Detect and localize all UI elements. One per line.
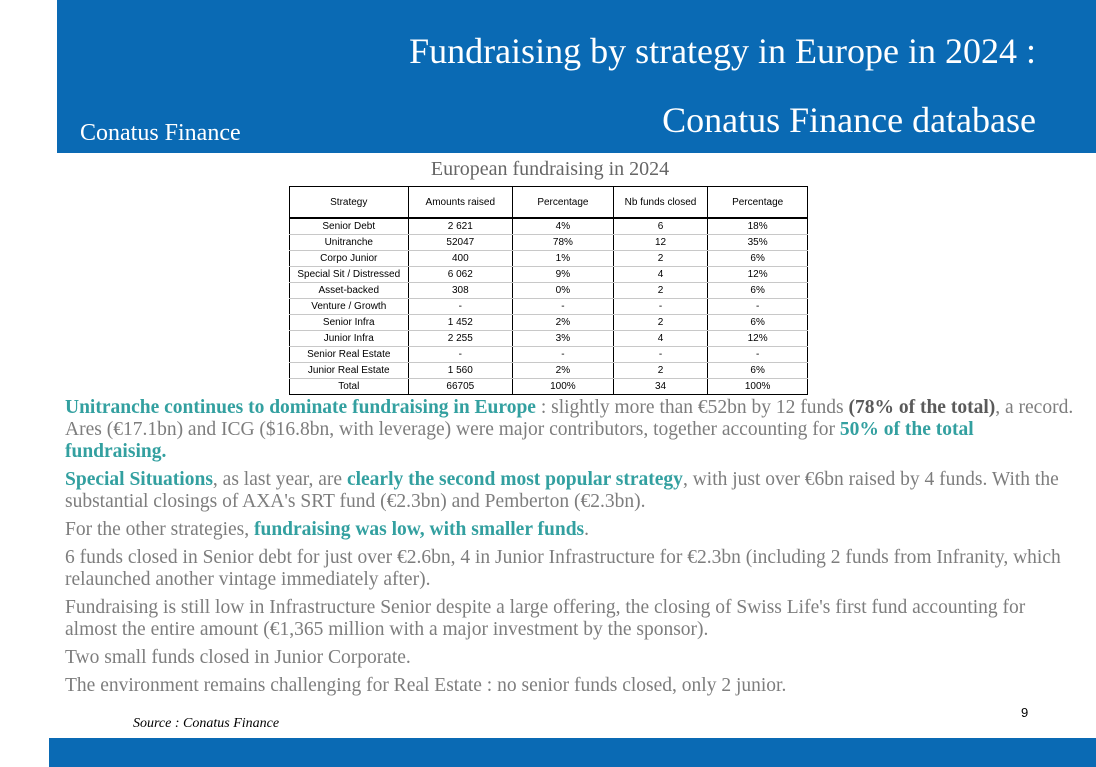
paragraph-real-estate: The environment remains challenging for Real Estate : no senior funds closed, only 2 junior. (65, 675, 787, 696)
table-row (290, 267, 808, 283)
column-header-nb-funds: Nb funds closed (613, 187, 708, 219)
table-cell: 1 560 (408, 363, 513, 379)
table-cell: 100% (708, 379, 808, 395)
table-cell: 2% (513, 315, 614, 331)
table-cell: 6 062 (408, 267, 513, 283)
table-row (290, 379, 808, 395)
table-cell: 2 (613, 283, 708, 299)
table-cell: Senior Real Estate (290, 347, 409, 363)
highlight-text: clearly the second most popular strategy (346, 469, 683, 490)
source-note: Source : Conatus Finance (133, 716, 280, 731)
table-cell: 12% (708, 331, 808, 347)
table-cell: Venture / Growth (290, 299, 409, 315)
column-header-percentage-funds: Percentage (708, 187, 808, 219)
highlight-text: fundraising was low, with smaller funds (254, 519, 585, 540)
table-cell: Senior Debt (290, 218, 409, 235)
table-cell: Unitranche (290, 235, 409, 251)
table-cell: 2 255 (408, 331, 513, 347)
table-cell: 2 621 (408, 218, 513, 235)
slide-title-line2: Conatus Finance database (662, 100, 1036, 140)
paragraph-other-strategies (65, 519, 1075, 541)
paragraph-senior-debt: 6 funds closed in Senior debt for just over €2.6bn, 4 in Junior Infrastructure for €2.3bn (including 2 funds from Infranity, which relaunched another vintage immediately after). (65, 547, 1061, 590)
table-cell: 1% (513, 251, 614, 267)
paragraph-special-situations (65, 469, 1075, 513)
table-cell: Special Sit / Distressed (290, 267, 409, 283)
highlight-text: Special Situations (65, 469, 213, 490)
table-cell: Junior Real Estate (290, 363, 409, 379)
table-cell: 4 (613, 331, 708, 347)
table-cell: - (708, 299, 808, 315)
emphasis-text: (78% of the total) (848, 397, 996, 418)
table-cell: 6% (708, 283, 808, 299)
table-cell: 6% (708, 251, 808, 267)
body-text: , with just over €6bn raised by 4 funds. With the substantial closings of AXA's SRT fund (€2.3bn) and Pemberton (€2.3bn). (65, 469, 1059, 512)
table-cell: 3% (513, 331, 614, 347)
table-cell: 2 (613, 251, 708, 267)
column-header-strategy: Strategy (290, 187, 409, 219)
table-cell: - (613, 347, 708, 363)
table-cell: Total (290, 379, 409, 395)
table-cell: Junior Infra (290, 331, 409, 347)
brand-name: Conatus Finance (80, 120, 241, 146)
body-text: , as last year, are (212, 469, 347, 490)
table-title: European fundraising in 2024 (430, 158, 670, 180)
body-text: . (584, 519, 590, 540)
commentary (65, 397, 1075, 703)
table-row (290, 251, 808, 267)
header-banner (57, 0, 1096, 153)
column-header-percentage: Percentage (513, 187, 614, 219)
table-row (290, 363, 808, 379)
fundraising-table (289, 186, 808, 395)
table-cell: 2 (613, 315, 708, 331)
table-cell: 1 452 (408, 315, 513, 331)
table-cell: Senior Infra (290, 315, 409, 331)
table-cell: 35% (708, 235, 808, 251)
paragraph-unitranche (65, 397, 1075, 463)
table-cell: - (408, 347, 513, 363)
column-header-amounts: Amounts raised (408, 187, 513, 219)
highlight-text: 50% of the total fundraising. (65, 419, 974, 462)
table-cell: 18% (708, 218, 808, 235)
table-cell: 0% (513, 283, 614, 299)
table-cell: 2 (613, 363, 708, 379)
table-cell: - (513, 347, 614, 363)
table-cell: 4 (613, 267, 708, 283)
page-number: 9 (1021, 705, 1029, 720)
body-text: For the other strategies, (65, 519, 254, 540)
table-row (290, 283, 808, 299)
table-cell: 12% (708, 267, 808, 283)
table-row (290, 347, 808, 363)
table-cell: - (613, 299, 708, 315)
table-cell: 100% (513, 379, 614, 395)
table-cell: 6 (613, 218, 708, 235)
table-cell: 6% (708, 315, 808, 331)
body-text: : slightly more than €52bn by 12 funds (535, 397, 849, 418)
footer-banner (49, 738, 1096, 767)
table-row (290, 235, 808, 251)
paragraph-junior-corporate: Two small funds closed in Junior Corporate. (65, 647, 411, 668)
body-text: , a record. Ares (€17.1bn) and ICG ($16.8bn, with leverage) were major contributors, together accounting for (65, 397, 1074, 440)
table-row (290, 315, 808, 331)
table-cell: 2% (513, 363, 614, 379)
table-cell: 66705 (408, 379, 513, 395)
table-cell: 52047 (408, 235, 513, 251)
table-body (290, 218, 808, 395)
table-cell: 6% (708, 363, 808, 379)
table-cell: - (408, 299, 513, 315)
table-cell: 9% (513, 267, 614, 283)
paragraph-infrastructure: Fundraising is still low in Infrastructure Senior despite a large offering, the closing of Swiss Life's first fund accounting for almost the entire amount (€1,365 million with a major investment by the sponsor). (65, 597, 1026, 640)
table-cell: - (513, 299, 614, 315)
table-cell: 78% (513, 235, 614, 251)
table-row (290, 331, 808, 347)
table-cell: 400 (408, 251, 513, 267)
table-cell: 308 (408, 283, 513, 299)
table-header-row (290, 187, 808, 219)
highlight-text: Unitranche continues to dominate fundraising in Europe (65, 397, 536, 418)
table-row (290, 218, 808, 235)
table-row (290, 299, 808, 315)
table-cell: Asset-backed (290, 283, 409, 299)
table-cell: 4% (513, 218, 614, 235)
table-cell: 12 (613, 235, 708, 251)
slide-title-line1: Fundraising by strategy in Europe in 2024 : (409, 31, 1036, 71)
table-cell: Corpo Junior (290, 251, 409, 267)
table-cell: - (708, 347, 808, 363)
table-cell: 34 (613, 379, 708, 395)
